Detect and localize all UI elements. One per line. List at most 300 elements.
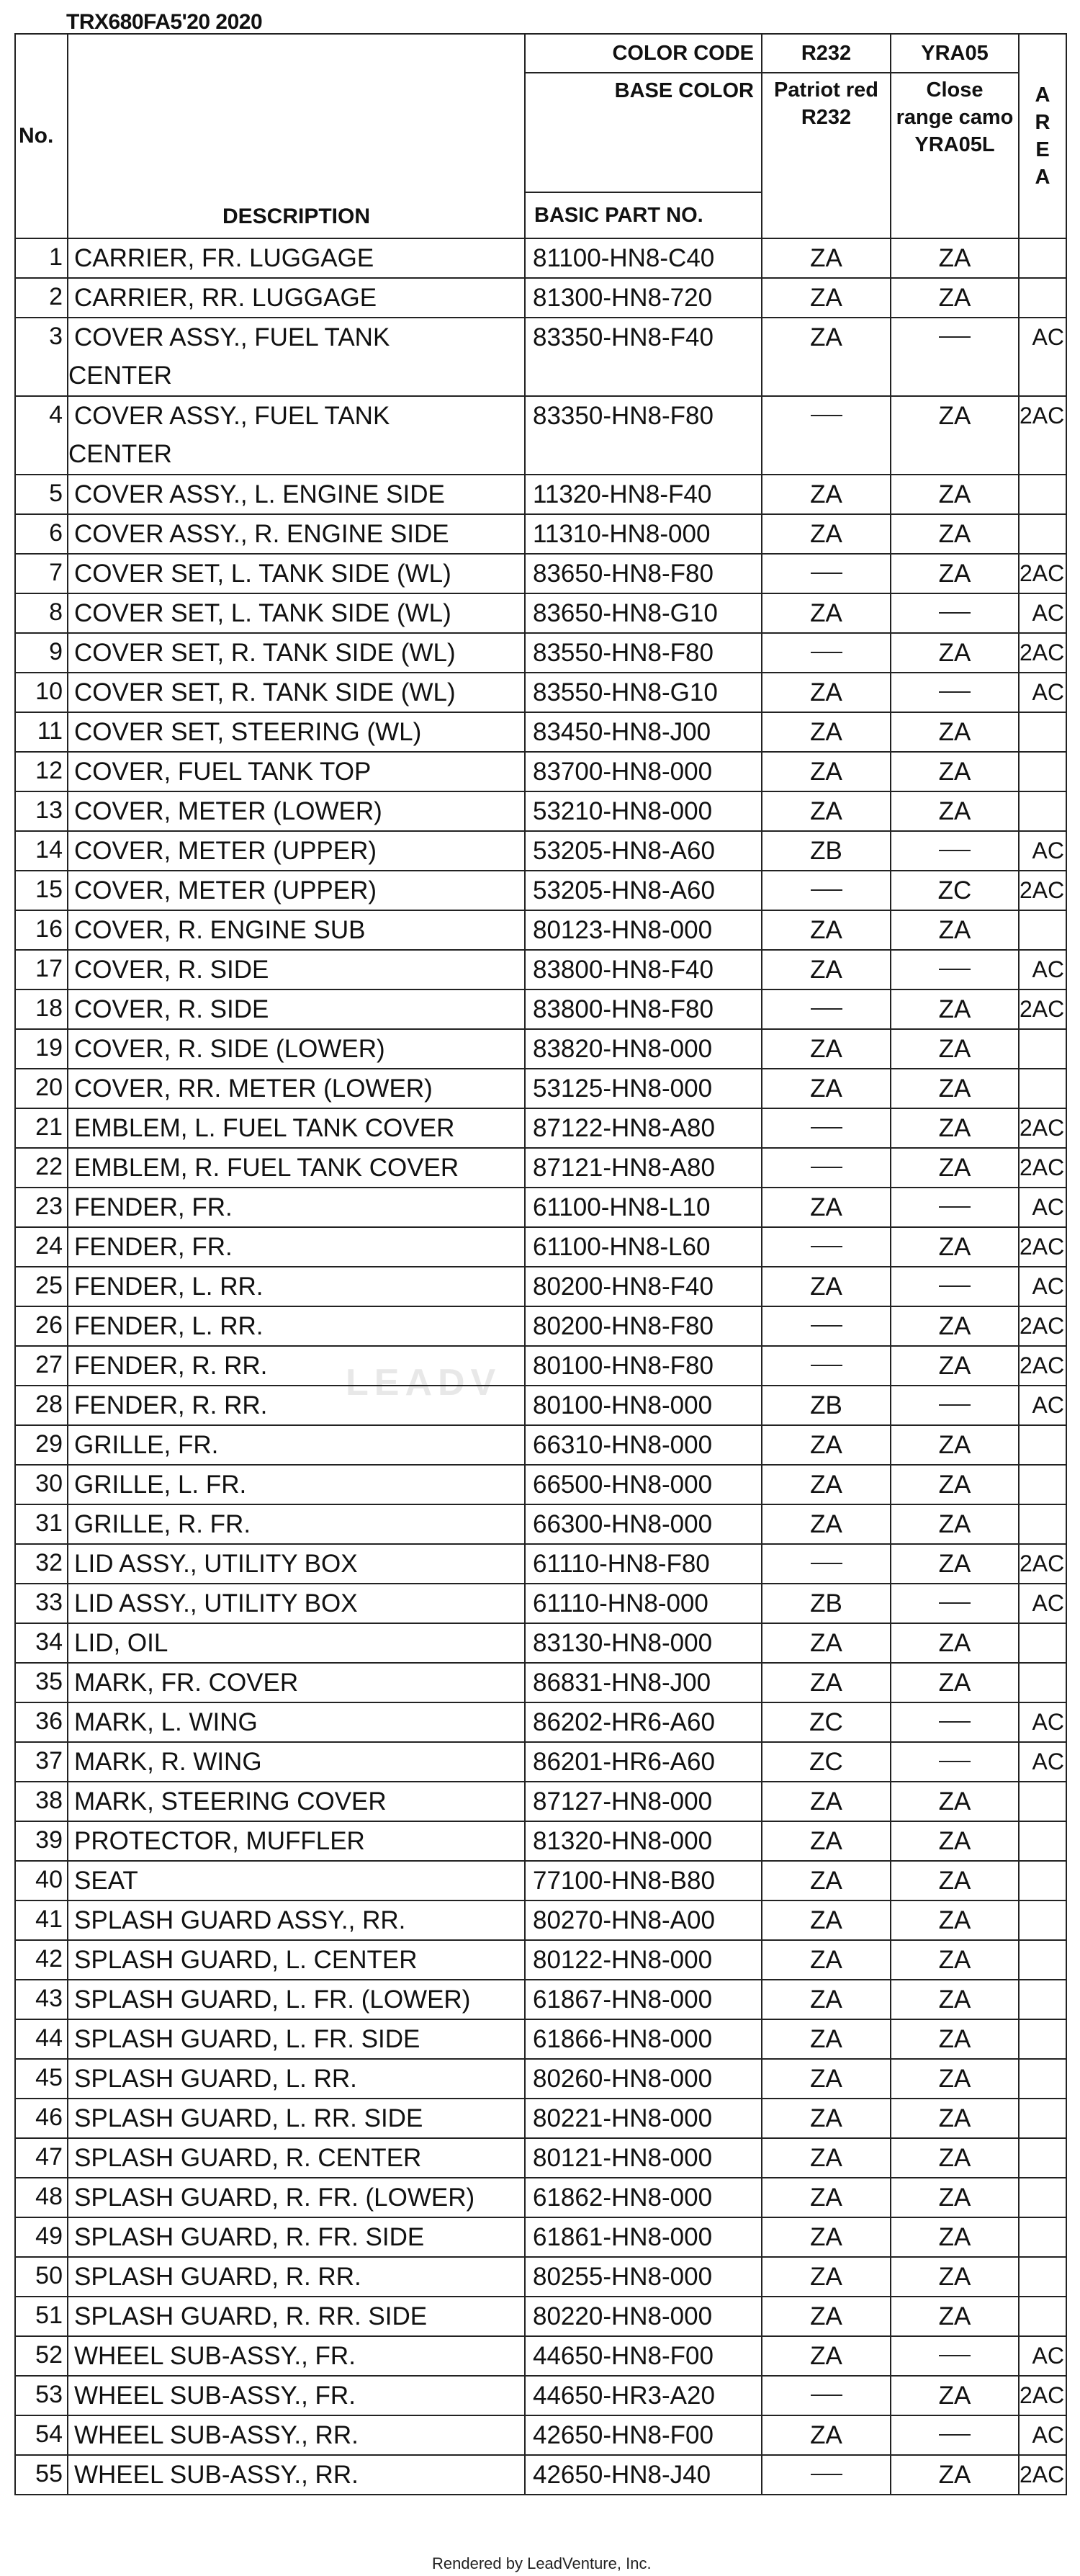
row-color-yra05: ZA	[891, 1465, 1019, 1504]
row-description	[68, 1029, 525, 1069]
row-number: 17	[15, 950, 68, 989]
description-line: FENDER, L. RR.	[74, 1312, 264, 1340]
table-row	[15, 238, 1066, 278]
row-description	[68, 396, 525, 475]
table-row	[15, 1821, 1066, 1861]
description-line: SPLASH GUARD, L. RR. SIDE	[74, 2104, 423, 2132]
row-part-number: 53205-HN8-A60	[525, 831, 762, 871]
row-number: 3	[15, 318, 68, 396]
row-color-yra05	[891, 1267, 1019, 1306]
row-part-number: 86202-HR6-A60	[525, 1702, 762, 1742]
row-description	[68, 1227, 525, 1267]
description-line: COVER SET, L. TANK SIDE (WL)	[74, 599, 451, 627]
footer-credit: Rendered by LeadVenture, Inc.	[432, 2554, 652, 2572]
not-applicable-dash	[939, 2434, 971, 2436]
row-color-r232: ZA	[762, 1900, 891, 1940]
table-row	[15, 989, 1066, 1029]
row-color-r232	[762, 633, 891, 673]
row-color-yra05: ZA	[891, 1544, 1019, 1584]
header-no: No.	[15, 34, 68, 238]
row-description	[68, 1386, 525, 1425]
table-row	[15, 1227, 1066, 1267]
row-number: 1	[15, 238, 68, 278]
not-applicable-dash	[811, 2474, 842, 2475]
description-line: COVER ASSY., R. ENGINE SIDE	[74, 520, 449, 548]
description-line: FENDER, L. RR.	[74, 1273, 264, 1301]
table-row	[15, 1188, 1066, 1227]
row-area: AC	[1019, 1267, 1066, 1306]
row-area	[1019, 2297, 1066, 2336]
row-description	[68, 2217, 525, 2257]
row-color-yra05: ZA	[891, 2297, 1019, 2336]
row-color-r232: ZA	[762, 1465, 891, 1504]
row-area: 2AC	[1019, 2455, 1066, 2495]
row-color-r232: ZA	[762, 1425, 891, 1465]
row-description	[68, 1900, 525, 1940]
row-area: AC	[1019, 673, 1066, 712]
row-color-r232	[762, 871, 891, 910]
row-number: 53	[15, 2376, 68, 2415]
header-area: A R E A	[1019, 34, 1066, 238]
description-line: SPLASH GUARD, R. RR. SIDE	[74, 2302, 428, 2330]
row-color-r232: ZA	[762, 278, 891, 318]
row-color-yra05: ZA	[891, 2376, 1019, 2415]
row-area: AC	[1019, 2415, 1066, 2455]
row-area	[1019, 2059, 1066, 2099]
row-area	[1019, 238, 1066, 278]
row-number: 50	[15, 2257, 68, 2297]
row-description	[68, 2059, 525, 2099]
row-color-r232: ZB	[762, 1386, 891, 1425]
row-area	[1019, 475, 1066, 514]
row-description	[68, 752, 525, 791]
row-part-number: 53210-HN8-000	[525, 791, 762, 831]
not-applicable-dash	[811, 1325, 842, 1327]
row-color-yra05: ZA	[891, 1029, 1019, 1069]
description-line: FENDER, FR.	[74, 1233, 233, 1261]
row-area	[1019, 1504, 1066, 1544]
row-color-yra05: ZA	[891, 514, 1019, 554]
table-row	[15, 1148, 1066, 1188]
row-area: 2AC	[1019, 1306, 1066, 1346]
row-area	[1019, 791, 1066, 831]
row-color-yra05	[891, 673, 1019, 712]
description-line: COVER, R. SIDE (LOWER)	[74, 1035, 385, 1063]
row-part-number: 53205-HN8-A60	[525, 871, 762, 910]
table-row	[15, 318, 1066, 396]
description-line: LID ASSY., UTILITY BOX	[74, 1589, 358, 1617]
row-color-r232	[762, 2455, 891, 2495]
row-color-yra05	[891, 1188, 1019, 1227]
row-number: 45	[15, 2059, 68, 2099]
description-line: SPLASH GUARD, R. CENTER	[74, 2144, 422, 2172]
row-description	[68, 1346, 525, 1386]
row-part-number: 80123-HN8-000	[525, 910, 762, 950]
description-line: SPLASH GUARD, L. CENTER	[74, 1946, 418, 1974]
row-number: 19	[15, 1029, 68, 1069]
description-line: MARK, STEERING COVER	[74, 1787, 387, 1816]
row-area: AC	[1019, 1584, 1066, 1623]
row-color-yra05: ZA	[891, 2455, 1019, 2495]
table-row	[15, 673, 1066, 712]
table-body	[15, 238, 1066, 2495]
description-line: LID, OIL	[74, 1629, 168, 1657]
row-area	[1019, 1782, 1066, 1821]
row-number: 10	[15, 673, 68, 712]
not-applicable-dash	[811, 889, 842, 891]
description-line: COVER SET, STEERING (WL)	[74, 718, 422, 746]
row-color-r232: ZA	[762, 1504, 891, 1544]
row-part-number: 44650-HR3-A20	[525, 2376, 762, 2415]
row-part-number: 66500-HN8-000	[525, 1465, 762, 1504]
table-row	[15, 1267, 1066, 1306]
row-description	[68, 1069, 525, 1108]
row-description	[68, 633, 525, 673]
description-line: COVER ASSY., L. ENGINE SIDE	[74, 480, 445, 508]
row-part-number: 61110-HN8-F80	[525, 1544, 762, 1584]
row-color-r232: ZA	[762, 2019, 891, 2059]
row-color-yra05: ZA	[891, 2019, 1019, 2059]
row-color-yra05: ZA	[891, 1623, 1019, 1663]
description-line: CARRIER, FR. LUGGAGE	[74, 244, 374, 272]
description-line: SPLASH GUARD ASSY., RR.	[74, 1906, 406, 1934]
row-part-number: 87121-HN8-A80	[525, 1148, 762, 1188]
row-color-yra05: ZA	[891, 1940, 1019, 1980]
not-applicable-dash	[939, 1602, 971, 1604]
row-part-number: 11320-HN8-F40	[525, 475, 762, 514]
row-description	[68, 871, 525, 910]
header-base-color: BASE COLOR	[525, 73, 762, 192]
description-line: LID ASSY., UTILITY BOX	[74, 1550, 358, 1578]
table-row	[15, 1306, 1066, 1346]
not-applicable-dash	[939, 1761, 971, 1762]
header-description: DESCRIPTION	[68, 34, 525, 238]
row-number: 4	[15, 396, 68, 475]
not-applicable-dash	[939, 691, 971, 693]
table-row	[15, 950, 1066, 989]
row-number: 31	[15, 1504, 68, 1544]
description-line: GRILLE, L. FR.	[74, 1471, 247, 1499]
table-row	[15, 2178, 1066, 2217]
row-part-number: 61110-HN8-000	[525, 1584, 762, 1623]
row-description	[68, 1940, 525, 1980]
row-description	[68, 2138, 525, 2178]
row-number: 2	[15, 278, 68, 318]
description-line: GRILLE, R. FR.	[74, 1510, 251, 1538]
table-row	[15, 554, 1066, 593]
row-description	[68, 950, 525, 989]
not-applicable-dash	[939, 336, 971, 338]
table-row	[15, 1584, 1066, 1623]
description-line: MARK, FR. COVER	[74, 1669, 299, 1697]
row-part-number: 61862-HN8-000	[525, 2178, 762, 2217]
row-part-number: 83800-HN8-F40	[525, 950, 762, 989]
table-row	[15, 1940, 1066, 1980]
table-row	[15, 1702, 1066, 1742]
row-description	[68, 2257, 525, 2297]
row-area	[1019, 2099, 1066, 2138]
row-color-r232: ZA	[762, 1980, 891, 2019]
row-color-r232: ZA	[762, 791, 891, 831]
row-number: 44	[15, 2019, 68, 2059]
row-color-yra05: ZA	[891, 238, 1019, 278]
description-line: SPLASH GUARD, R. RR.	[74, 2263, 361, 2291]
description-line: COVER ASSY., FUEL TANK	[74, 402, 390, 430]
row-number: 46	[15, 2099, 68, 2138]
row-number: 26	[15, 1306, 68, 1346]
row-color-r232: ZB	[762, 831, 891, 871]
description-line: MARK, L. WING	[74, 1708, 258, 1736]
row-part-number: 80270-HN8-A00	[525, 1900, 762, 1940]
row-area: AC	[1019, 1702, 1066, 1742]
row-description	[68, 1623, 525, 1663]
row-color-r232: ZA	[762, 2336, 891, 2376]
row-part-number: 11310-HN8-000	[525, 514, 762, 554]
table-row	[15, 2336, 1066, 2376]
row-color-yra05: ZA	[891, 1821, 1019, 1861]
row-color-r232: ZA	[762, 2297, 891, 2336]
table-row	[15, 2257, 1066, 2297]
row-color-yra05: ZA	[891, 2178, 1019, 2217]
row-part-number: 61100-HN8-L10	[525, 1188, 762, 1227]
table-row	[15, 712, 1066, 752]
not-applicable-dash	[939, 1404, 971, 1406]
row-description	[68, 1108, 525, 1148]
row-area: AC	[1019, 1742, 1066, 1782]
row-number: 25	[15, 1267, 68, 1306]
row-color-yra05: ZA	[891, 554, 1019, 593]
not-applicable-dash	[811, 573, 842, 574]
table-row	[15, 1782, 1066, 1821]
row-color-r232: ZA	[762, 2257, 891, 2297]
description-line: SPLASH GUARD, L. FR. SIDE	[74, 2025, 420, 2053]
row-number: 51	[15, 2297, 68, 2336]
row-area: 2AC	[1019, 1148, 1066, 1188]
row-description	[68, 1425, 525, 1465]
row-part-number: 77100-HN8-B80	[525, 1861, 762, 1900]
row-number: 7	[15, 554, 68, 593]
table-row	[15, 278, 1066, 318]
row-description	[68, 1663, 525, 1702]
row-part-number: 80200-HN8-F40	[525, 1267, 762, 1306]
description-line: SPLASH GUARD, L. FR. (LOWER)	[74, 1985, 471, 2014]
description-line: COVER, METER (LOWER)	[74, 797, 382, 825]
table-row	[15, 1544, 1066, 1584]
row-color-r232: ZC	[762, 1742, 891, 1782]
description-line: WHEEL SUB-ASSY., FR.	[74, 2382, 356, 2410]
header-col2-name: Close range camo YRA05L	[891, 73, 1019, 238]
row-color-yra05	[891, 2415, 1019, 2455]
row-number: 47	[15, 2138, 68, 2178]
description-line: COVER, R. SIDE	[74, 995, 269, 1023]
row-area: AC	[1019, 2336, 1066, 2376]
row-area	[1019, 1425, 1066, 1465]
row-color-yra05	[891, 831, 1019, 871]
row-number: 37	[15, 1742, 68, 1782]
row-color-yra05	[891, 2336, 1019, 2376]
row-number: 6	[15, 514, 68, 554]
row-number: 18	[15, 989, 68, 1029]
row-description	[68, 1742, 525, 1782]
row-part-number: 61861-HN8-000	[525, 2217, 762, 2257]
row-color-yra05: ZA	[891, 791, 1019, 831]
row-area	[1019, 2019, 1066, 2059]
row-description	[68, 1861, 525, 1900]
row-number: 54	[15, 2415, 68, 2455]
row-number: 32	[15, 1544, 68, 1584]
row-part-number: 86201-HR6-A60	[525, 1742, 762, 1782]
row-area	[1019, 1861, 1066, 1900]
description-line: COVER, R. SIDE	[74, 956, 269, 984]
row-description	[68, 593, 525, 633]
row-color-yra05: ZA	[891, 2059, 1019, 2099]
row-area	[1019, 1029, 1066, 1069]
row-number: 16	[15, 910, 68, 950]
description-line: CARRIER, RR. LUGGAGE	[74, 284, 377, 312]
row-color-r232: ZA	[762, 1029, 891, 1069]
description-line: COVER SET, R. TANK SIDE (WL)	[74, 639, 456, 667]
row-color-yra05	[891, 1386, 1019, 1425]
row-color-yra05: ZA	[891, 1227, 1019, 1267]
table-row	[15, 1663, 1066, 1702]
row-area: 2AC	[1019, 554, 1066, 593]
row-color-yra05: ZA	[891, 1425, 1019, 1465]
row-part-number: 81300-HN8-720	[525, 278, 762, 318]
table-row	[15, 2138, 1066, 2178]
row-description	[68, 2415, 525, 2455]
row-area	[1019, 712, 1066, 752]
row-color-yra05: ZA	[891, 1861, 1019, 1900]
row-color-yra05: ZA	[891, 278, 1019, 318]
row-number: 38	[15, 1782, 68, 1821]
row-part-number: 87127-HN8-000	[525, 1782, 762, 1821]
not-applicable-dash	[811, 2395, 842, 2396]
row-number: 28	[15, 1386, 68, 1425]
row-color-r232: ZA	[762, 950, 891, 989]
row-number: 40	[15, 1861, 68, 1900]
row-part-number: 80255-HN8-000	[525, 2257, 762, 2297]
row-color-r232: ZA	[762, 752, 891, 791]
table-row	[15, 2297, 1066, 2336]
not-applicable-dash	[811, 1365, 842, 1366]
description-line-2: CENTER	[68, 362, 172, 390]
description-line: FENDER, R. RR.	[74, 1352, 268, 1380]
row-part-number: 44650-HN8-F00	[525, 2336, 762, 2376]
row-number: 34	[15, 1623, 68, 1663]
not-applicable-dash	[939, 969, 971, 970]
table-row	[15, 2376, 1066, 2415]
description-line: WHEEL SUB-ASSY., FR.	[74, 2342, 356, 2370]
row-description	[68, 2336, 525, 2376]
description-line: COVER SET, L. TANK SIDE (WL)	[74, 560, 451, 588]
not-applicable-dash	[811, 1008, 842, 1010]
row-area: AC	[1019, 1386, 1066, 1425]
row-part-number: 83550-HN8-G10	[525, 673, 762, 712]
row-part-number: 83350-HN8-F80	[525, 396, 762, 475]
row-color-yra05	[891, 318, 1019, 396]
row-part-number: 83130-HN8-000	[525, 1623, 762, 1663]
header-basic-part-no: BASIC PART NO.	[525, 192, 762, 238]
row-description	[68, 1821, 525, 1861]
description-line: COVER, RR. METER (LOWER)	[74, 1074, 433, 1103]
row-color-r232: ZA	[762, 238, 891, 278]
table-row	[15, 1346, 1066, 1386]
row-description	[68, 278, 525, 318]
row-description	[68, 1782, 525, 1821]
row-part-number: 42650-HN8-F00	[525, 2415, 762, 2455]
row-color-r232	[762, 1148, 891, 1188]
row-area	[1019, 910, 1066, 950]
row-description	[68, 712, 525, 752]
table-row	[15, 2099, 1066, 2138]
row-description	[68, 1148, 525, 1188]
watermark-text: LEADV	[346, 1362, 502, 1404]
not-applicable-dash	[939, 2355, 971, 2356]
not-applicable-dash	[939, 612, 971, 614]
row-number: 27	[15, 1346, 68, 1386]
row-area	[1019, 1940, 1066, 1980]
row-number: 15	[15, 871, 68, 910]
description-line: SPLASH GUARD, L. RR.	[74, 2065, 357, 2093]
row-description	[68, 475, 525, 514]
row-color-r232: ZC	[762, 1702, 891, 1742]
not-applicable-dash	[811, 1127, 842, 1128]
row-color-yra05	[891, 593, 1019, 633]
row-part-number: 61100-HN8-L60	[525, 1227, 762, 1267]
header-col1-name: Patriot red R232	[762, 73, 891, 238]
row-number: 52	[15, 2336, 68, 2376]
row-color-yra05: ZA	[891, 1108, 1019, 1148]
row-area	[1019, 278, 1066, 318]
table-row	[15, 1742, 1066, 1782]
table-row	[15, 1069, 1066, 1108]
row-color-r232: ZA	[762, 2099, 891, 2138]
row-description	[68, 1465, 525, 1504]
row-number: 39	[15, 1821, 68, 1861]
table-row	[15, 2415, 1066, 2455]
description-line: WHEEL SUB-ASSY., RR.	[74, 2421, 359, 2449]
row-description	[68, 673, 525, 712]
row-area: 2AC	[1019, 1227, 1066, 1267]
not-applicable-dash	[811, 1246, 842, 1247]
row-part-number: 80220-HN8-000	[525, 2297, 762, 2336]
table-row	[15, 2455, 1066, 2495]
row-part-number: 61866-HN8-000	[525, 2019, 762, 2059]
table-row	[15, 1504, 1066, 1544]
description-line-2: CENTER	[68, 440, 172, 468]
row-color-r232	[762, 1346, 891, 1386]
row-description	[68, 2297, 525, 2336]
row-part-number: 66300-HN8-000	[525, 1504, 762, 1544]
table-row	[15, 1861, 1066, 1900]
row-area: AC	[1019, 1188, 1066, 1227]
row-description	[68, 1702, 525, 1742]
description-line: PROTECTOR, MUFFLER	[74, 1827, 365, 1855]
not-applicable-dash	[811, 415, 842, 416]
not-applicable-dash	[939, 1285, 971, 1287]
row-number: 9	[15, 633, 68, 673]
table-row	[15, 910, 1066, 950]
row-area: AC	[1019, 318, 1066, 396]
row-color-yra05: ZC	[891, 871, 1019, 910]
description-line: COVER ASSY., FUEL TANK	[74, 323, 390, 351]
table-row	[15, 1980, 1066, 2019]
row-description	[68, 2019, 525, 2059]
row-color-r232: ZA	[762, 1267, 891, 1306]
row-number: 33	[15, 1584, 68, 1623]
row-color-yra05: ZA	[891, 1306, 1019, 1346]
description-line: COVER, METER (UPPER)	[74, 876, 377, 905]
